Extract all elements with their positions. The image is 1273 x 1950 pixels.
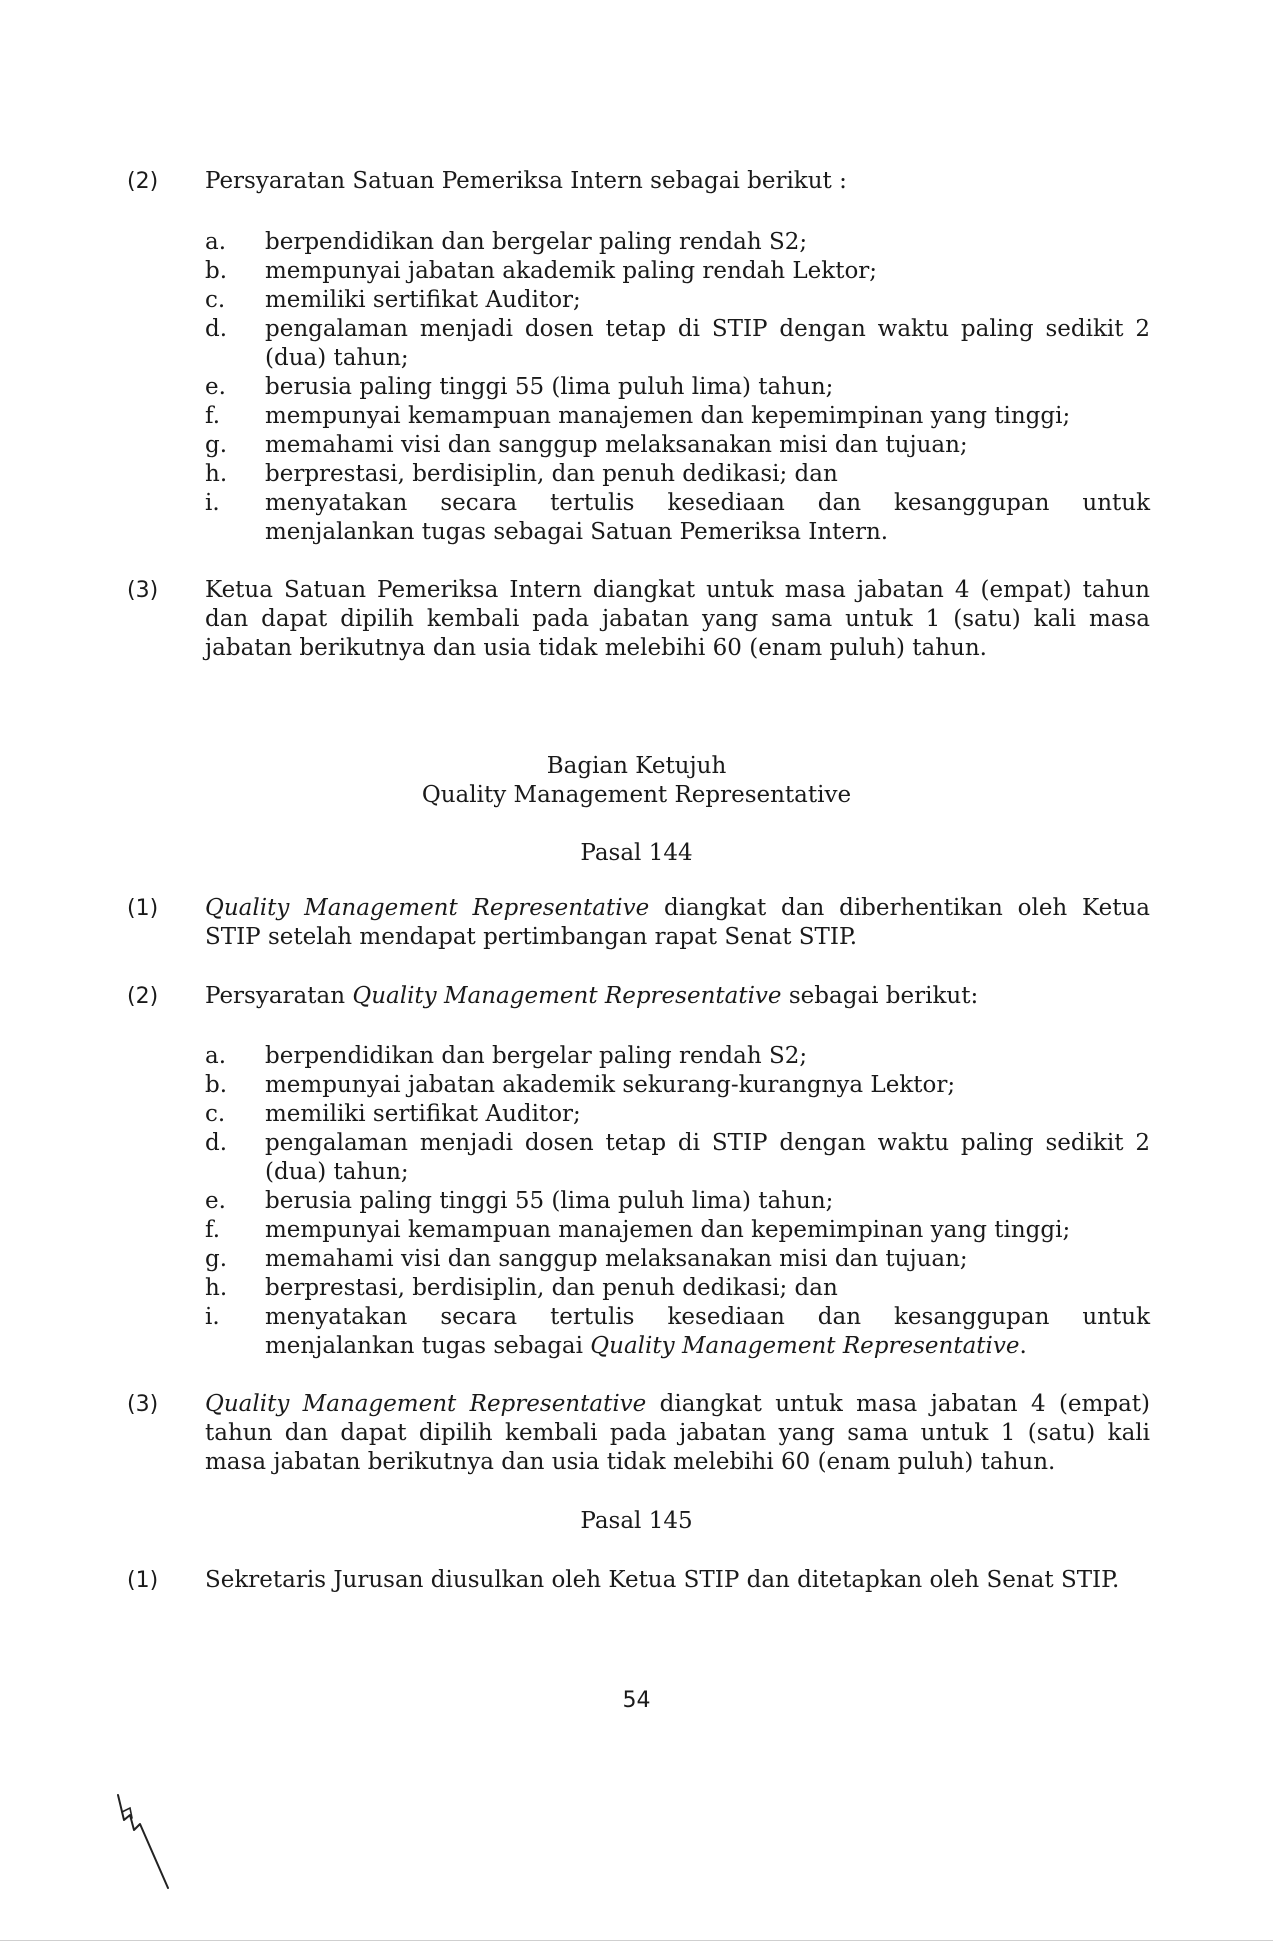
paragraph-intro — [205, 982, 1150, 1011]
list-label: i. — [205, 1304, 220, 1330]
list-label: c. — [205, 287, 226, 313]
paragraph-number: (1) — [127, 896, 159, 921]
paragraph-rest: diangkat dan diberhentikan oleh Ketua STIP setelah mendapat pertimbangan rapat Senat STIP. — [205, 895, 1150, 950]
list-item — [205, 228, 1150, 257]
paragraph-text — [205, 894, 1150, 952]
paragraph-number: (1) — [127, 1568, 159, 1593]
list-item — [205, 402, 1150, 431]
list-text: mempunyai kemampuan manajemen dan kepemimpinan yang tinggi; — [265, 1217, 1071, 1243]
list-text: berpendidikan dan bergelar paling rendah S2; — [265, 1043, 808, 1069]
list-item — [205, 1303, 1150, 1361]
list-item — [205, 1245, 1150, 1274]
list-text: memiliki sertifikat Auditor; — [265, 287, 581, 313]
italic-term: Quality Management Representative — [590, 1333, 1020, 1359]
list-label: h. — [205, 1275, 228, 1301]
paragraph-text — [205, 1390, 1150, 1477]
list-text: berprestasi, berdisiplin, dan penuh dedikasi; dan — [265, 461, 838, 487]
list-text: mempunyai kemampuan manajemen dan kepemimpinan yang tinggi; — [265, 403, 1071, 429]
list-item — [205, 286, 1150, 315]
list-text: menyatakan secara tertulis kesediaan dan kesanggupan untuk menjalankan tugas sebagai Satuan Pemeriksa Intern. — [265, 490, 1150, 545]
scan-edge-line — [0, 1940, 1273, 1941]
list-label: e. — [205, 374, 226, 400]
intro-post: sebagai berikut: — [781, 983, 979, 1009]
list-item — [205, 257, 1150, 286]
list-item — [205, 373, 1150, 402]
list-label: f. — [205, 1217, 221, 1243]
list-text: memiliki sertifikat Auditor; — [265, 1101, 581, 1127]
list-label: a. — [205, 1043, 227, 1069]
list-text: berprestasi, berdisiplin, dan penuh dedikasi; dan — [265, 1275, 838, 1301]
list-item — [205, 460, 1150, 489]
list-item — [205, 1187, 1150, 1216]
list-label: g. — [205, 432, 228, 458]
article-title: Pasal 145 — [580, 1508, 693, 1534]
list-text-post: . — [1019, 1333, 1027, 1359]
list-item — [205, 1274, 1150, 1303]
list-label: f. — [205, 403, 221, 429]
part-title: Quality Management Representative — [421, 782, 852, 808]
list-item — [205, 431, 1150, 460]
article-title: Pasal 144 — [580, 840, 693, 866]
page-number: 54 — [622, 1688, 651, 1713]
list-item — [205, 489, 1150, 547]
list-text: mempunyai jabatan akademik paling rendah Lektor; — [265, 258, 878, 284]
list-text — [265, 1303, 1150, 1361]
italic-term: Quality Management Representative — [352, 983, 782, 1009]
list-text: pengalaman menjadi dosen tetap di STIP dengan waktu paling sedikit 2 (dua) tahun; — [265, 316, 1150, 371]
list-text: mempunyai jabatan akademik sekurang-kurangnya Lektor; — [265, 1072, 956, 1098]
italic-term: Quality Management Representative — [205, 895, 650, 921]
paragraph-number: (2) — [127, 984, 159, 1009]
paragraph-number: (2) — [127, 169, 159, 194]
paragraph-text: Ketua Satuan Pemeriksa Intern diangkat untuk masa jabatan 4 (empat) tahun dan dapat dipilih kembali pada jabatan yang sama untuk 1 (satu) kali masa jabatan berikutnya dan usia tidak melebihi 60 (enam puluh) tahun. — [205, 577, 1150, 661]
list-label: d. — [205, 1130, 228, 1156]
paragraph-text: Sekretaris Jurusan diusulkan oleh Ketua STIP dan ditetapkan oleh Senat STIP. — [205, 1567, 1120, 1593]
list-label: b. — [205, 1072, 228, 1098]
italic-term: Quality Management Representative — [205, 1391, 647, 1417]
list-item — [205, 315, 1150, 373]
list-item — [205, 1129, 1150, 1187]
list-label: a. — [205, 229, 227, 255]
list-text-pre: menyatakan secara tertulis kesediaan dan kesanggupan untuk menjalankan tugas sebagai — [265, 1304, 1150, 1359]
part-heading: Bagian Ketujuh — [546, 753, 727, 779]
list-label: i. — [205, 490, 220, 516]
list-label: g. — [205, 1246, 228, 1272]
list-item — [205, 1216, 1150, 1245]
list-label: h. — [205, 461, 228, 487]
list-label: d. — [205, 316, 228, 342]
paraf-mark — [110, 1790, 180, 1900]
list-label: c. — [205, 1101, 226, 1127]
paragraph-number: (3) — [127, 578, 159, 603]
list-text: memahami visi dan sanggup melaksanakan misi dan tujuan; — [265, 1246, 968, 1272]
list-item — [205, 1071, 1150, 1100]
list-text: berusia paling tinggi 55 (lima puluh lima) tahun; — [265, 374, 834, 400]
intro-pre: Persyaratan — [205, 983, 353, 1009]
list-text: berusia paling tinggi 55 (lima puluh lima) tahun; — [265, 1188, 834, 1214]
paragraph-number: (3) — [127, 1392, 159, 1417]
list-label: e. — [205, 1188, 226, 1214]
list-item — [205, 1042, 1150, 1071]
list-item — [205, 1100, 1150, 1129]
paragraph-intro: Persyaratan Satuan Pemeriksa Intern sebagai berikut : — [205, 168, 847, 194]
list-text: memahami visi dan sanggup melaksanakan misi dan tujuan; — [265, 432, 968, 458]
list-text: pengalaman menjadi dosen tetap di STIP dengan waktu paling sedikit 2 (dua) tahun; — [265, 1130, 1150, 1185]
paragraph-rest: diangkat untuk masa jabatan 4 (empat) tahun dan dapat dipilih kembali pada jabatan yang sama untuk 1 (satu) kali masa jabatan berikutnya dan usia tidak melebihi 60 (enam puluh) tahun. — [205, 1391, 1150, 1475]
list-label: b. — [205, 258, 228, 284]
list-text: berpendidikan dan bergelar paling rendah S2; — [265, 229, 808, 255]
